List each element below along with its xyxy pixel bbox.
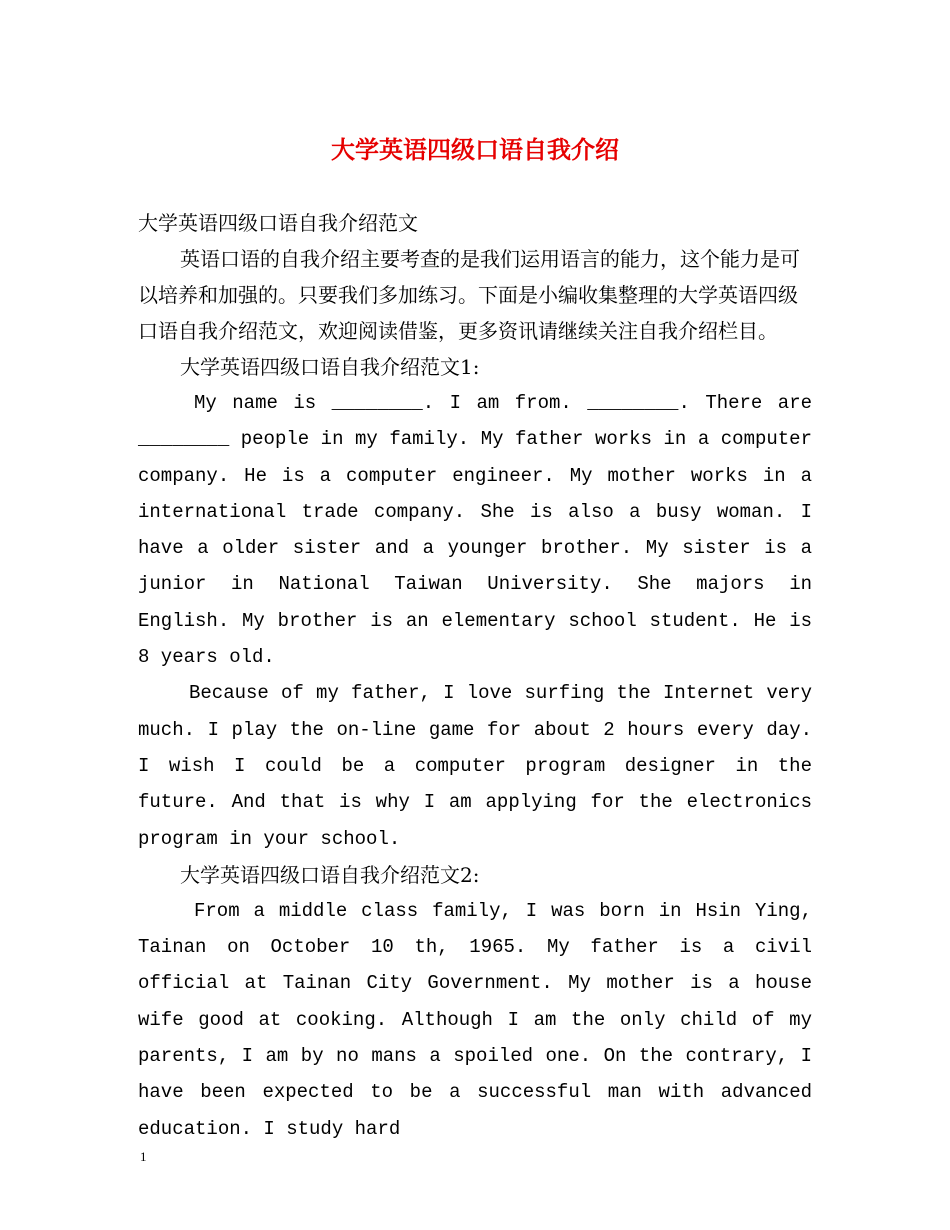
sample2-heading: 大学英语四级口语自我介绍范文2: [180, 862, 480, 887]
intro-paragraph: 英语口语的自我介绍主要考查的是我们运用语言的能力，这个能力是可以培养和加强的。只要我们多加练习。下面是小编收集整理的大学英语四级口语自我介绍范文，欢迎阅读借鉴，更多资讯请继续关注自我介绍栏目。 [138, 247, 800, 343]
sample1-heading: 大学英语四级口语自我介绍范文1: [180, 355, 480, 379]
document-title: 大学英语四级口语自我介绍 [331, 135, 619, 164]
sample1-paragraph-2: Because of my father, I love surfing the Internet very much. I play the on-line game for about 2 hours every day. I wish I could be a computer program designer in the future. And that is why I am applying for the electronics program in your school. [138, 682, 812, 850]
page-number: 1 [140, 1149, 147, 1164]
sample2-paragraph-1: From a middle class family, I was born in Hsin Ying, Tainan on October 10 th, 1965. My father is a civil official at Tainan City Government. My mother is a house wife good at cooking. Although I am the only child of my parents, I am by no mans a spoiled one. On the contrary, I have been expected to be a successful man with advanced education. I study hard [138, 899, 812, 1140]
document-body [138, 205, 812, 1147]
document-heading: 大学英语四级口语自我介绍范文 [138, 211, 418, 235]
sample1-paragraph-1: My name is ________. I am from. ________. There are ________ people in my family. My father works in a computer company. He is a computer engineer. My mother works in a international trade company. She is also a busy woman. I have a older sister and a younger brother. My sister is a junior in National Taiwan University. She majors in English. My brother is an elementary school student. He is 8 years old. [138, 392, 812, 669]
